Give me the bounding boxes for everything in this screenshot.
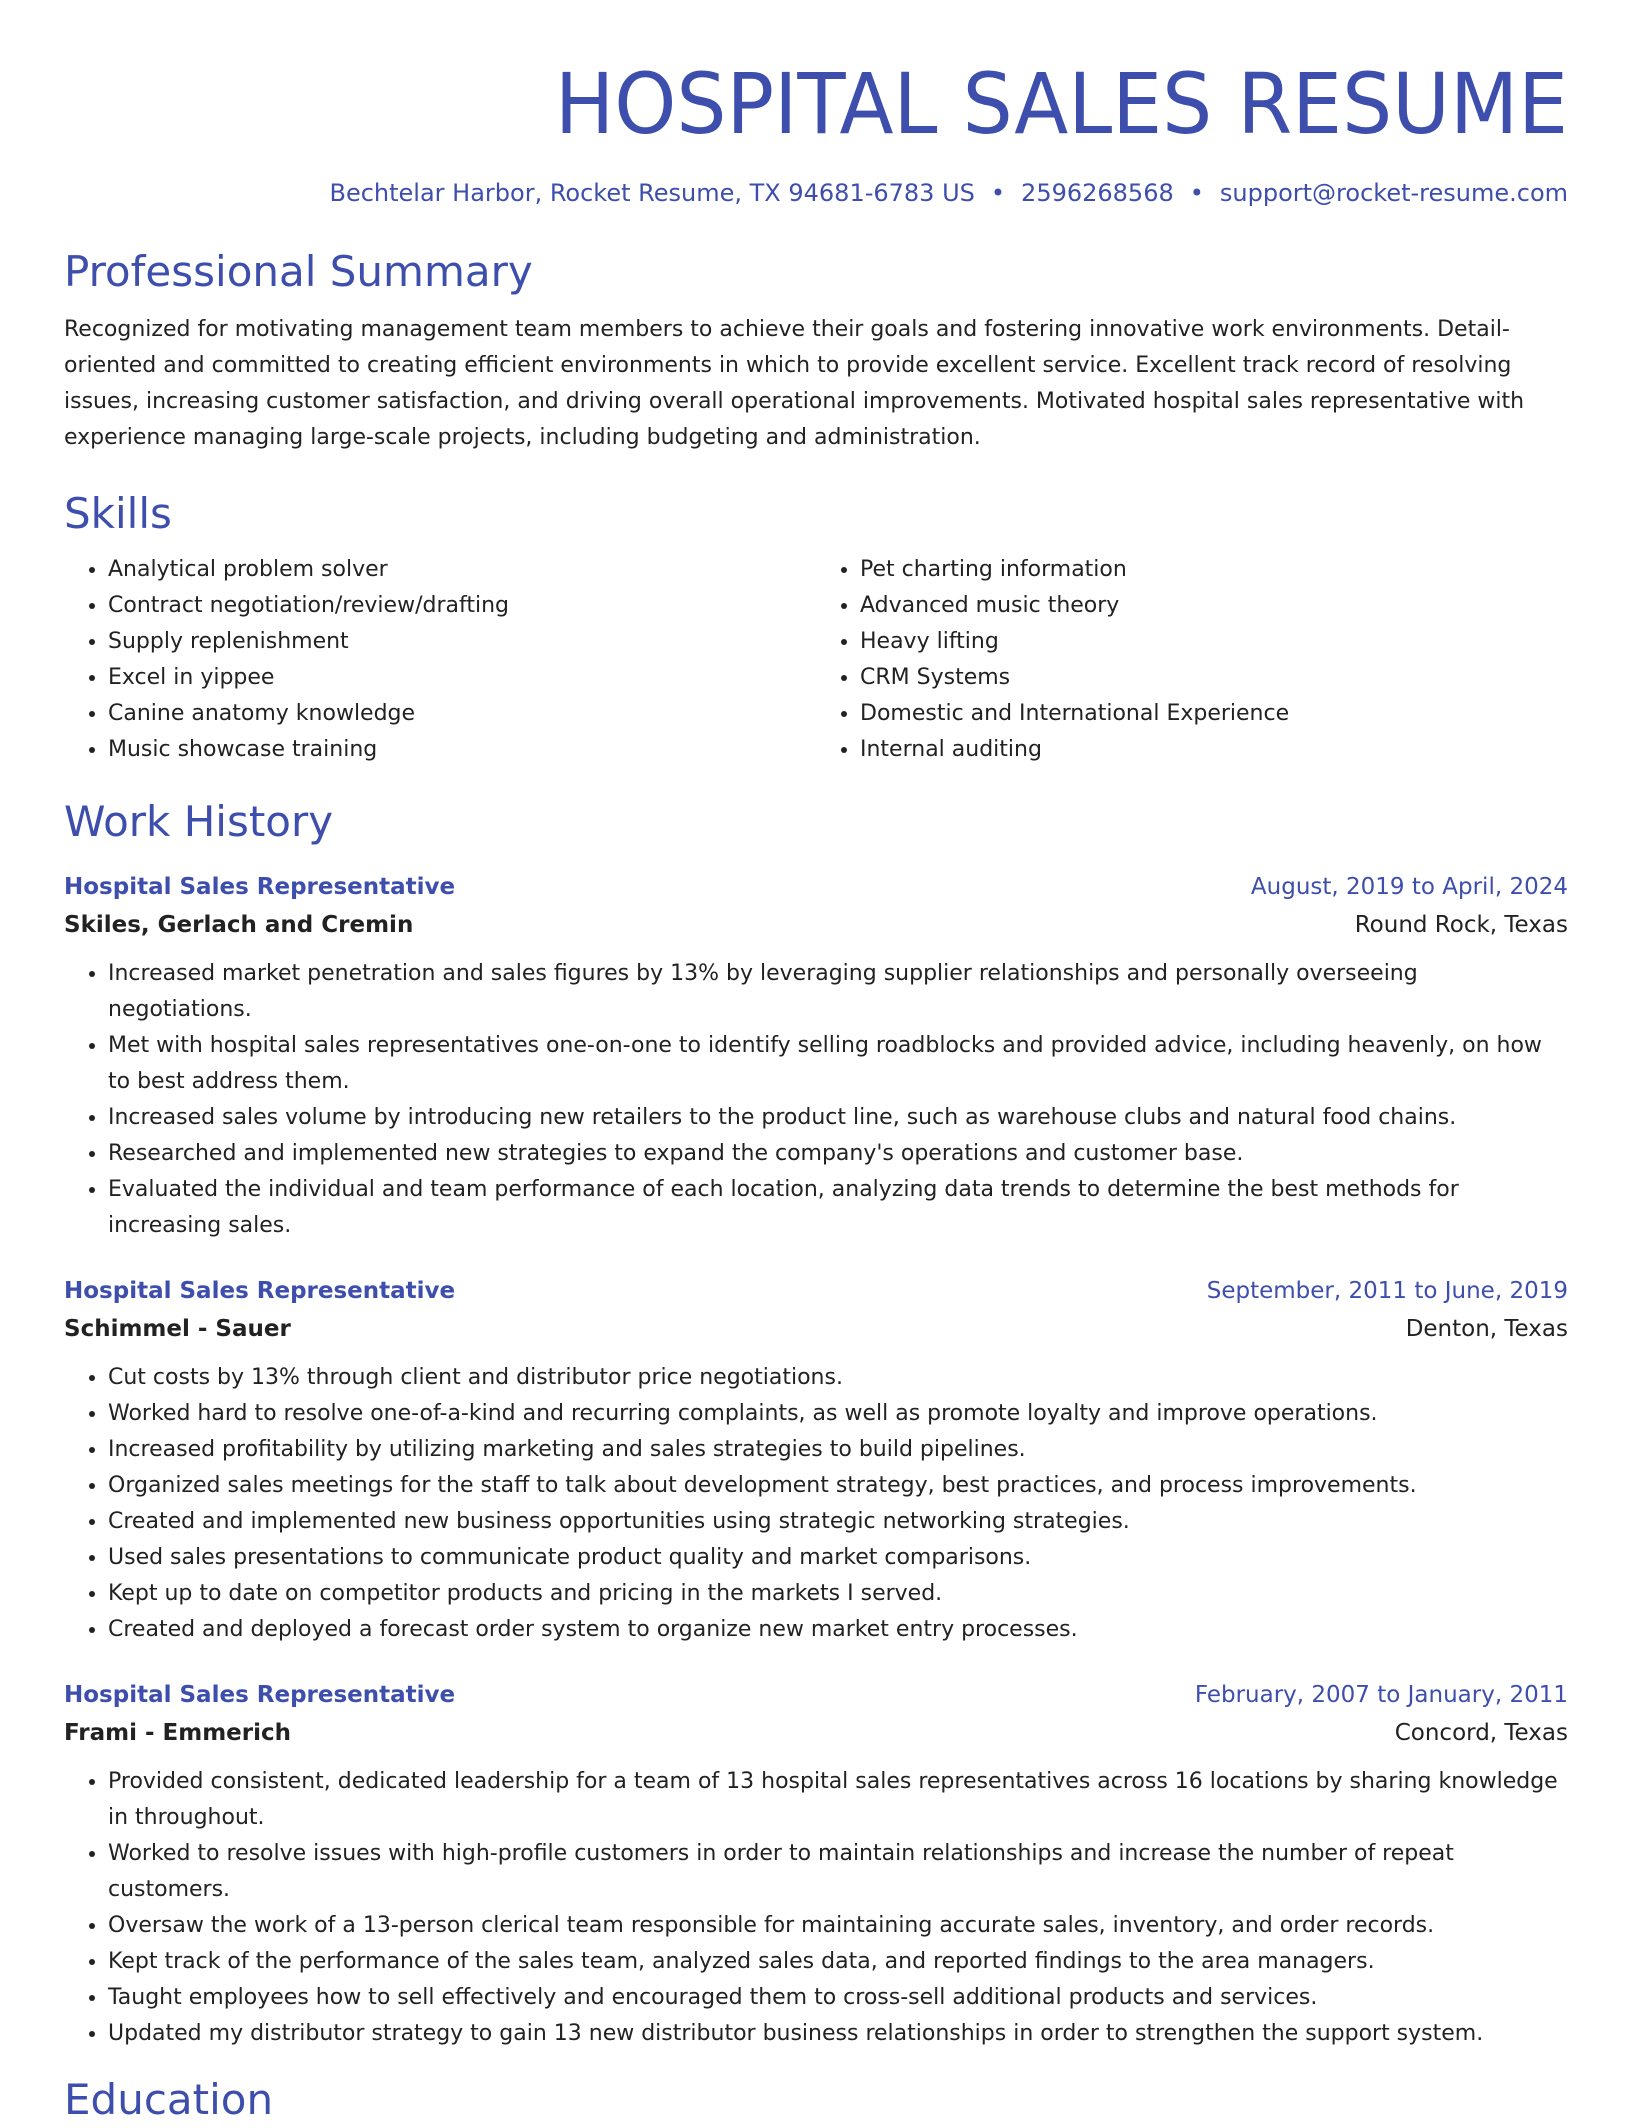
job-bullet: • Created and deployed a forecast order system to organize new market entry processes. [108, 1612, 1568, 1648]
resume-name: HOSPITAL SALES RESUME [554, 55, 1568, 153]
job-bullets [64, 956, 1568, 1244]
job-bullet: • Created and implemented new business opportunities using strategic networking strategies. [108, 1504, 1568, 1540]
contact-separator: • [1189, 179, 1204, 207]
job-bullet: • Kept up to date on competitor products and pricing in the markets I served. [108, 1576, 1568, 1612]
job-bullet: • Met with hospital sales representatives one-on-one to identify selling roadblocks and provided advice, including heavenly, on how to best address them. [108, 1028, 1568, 1100]
job-bullet: • Provided consistent, dedicated leadership for a team of 13 hospital sales representatives across 16 locations by sharing knowledge in throughout. [108, 1764, 1568, 1836]
job-bullet: • Used sales presentations to communicate product quality and market comparisons. [108, 1540, 1568, 1576]
job-bullet: • Kept track of the performance of the sales team, analyzed sales data, and reported findings to the area managers. [108, 1944, 1568, 1980]
contact-address: Bechtelar Harbor, Rocket Resume, TX 94681-6783 US [329, 179, 975, 207]
job-location: Concord, Texas [1394, 1720, 1568, 1746]
job-bullet: • Worked to resolve issues with high-profile customers in order to maintain relationships and increase the number of repeat customers. [108, 1836, 1568, 1908]
skill-item: • Excel in yippee [108, 660, 816, 696]
summary-text: Recognized for motivating management team members to achieve their goals and fostering innovative work environments. Detail-oriented and committed to creating efficient environments in which to provide excellent service. Excellent track record of resolving issues, increasing customer satisfaction, and driving overall operational improvements. Motivated hospital sales representative with experience managing large-scale projects, including budgeting and administration. [64, 317, 1525, 450]
skill-item: • Analytical problem solver [108, 552, 816, 588]
job-bullet: • Researched and implemented new strategies to expand the company's operations and customer base. [108, 1136, 1568, 1172]
job-header [64, 1676, 1568, 1714]
skill-item: • Advanced music theory [860, 588, 1568, 624]
skill-item: • Music showcase training [108, 732, 816, 768]
contact-separator: • [990, 179, 1006, 207]
job-company: Schimmel - Sauer [64, 1316, 291, 1342]
job-bullet: • Increased sales volume by introducing new retailers to the product line, such as warehouse clubs and natural food chains. [108, 1100, 1568, 1136]
job-bullet: • Worked hard to resolve one-of-a-kind and recurring complaints, as well as promote loyalty and improve operations. [108, 1396, 1568, 1432]
job-dates: February, 2007 to January, 2011 [1194, 1682, 1568, 1708]
skill-item: • Pet charting information [860, 552, 1568, 588]
job-bullet: • Increased profitability by utilizing marketing and sales strategies to build pipelines. [108, 1432, 1568, 1468]
job-bullet: • Oversaw the work of a 13-person clerical team responsible for maintaining accurate sales, inventory, and order records. [108, 1908, 1568, 1944]
job-subheader [64, 1714, 1568, 1752]
job-subheader [64, 1310, 1568, 1348]
skills-column-right [816, 552, 1568, 768]
job-dates: August, 2019 to April, 2024 [1250, 874, 1568, 900]
job-bullet: • Increased market penetration and sales figures by 13% by leveraging supplier relationships and personally overseeing negotiations. [108, 956, 1568, 1028]
skill-item: • Canine anatomy knowledge [108, 696, 816, 732]
contact-phone: 2596268568 [1021, 179, 1174, 207]
skill-item: • CRM Systems [860, 660, 1568, 696]
job-location: Round Rock, Texas [1354, 912, 1568, 938]
job-dates: September, 2011 to June, 2019 [1206, 1278, 1568, 1304]
job-bullet: • Organized sales meetings for the staff to talk about development strategy, best practices, and process improvements. [108, 1468, 1568, 1504]
summary-heading: Professional Summary [64, 247, 533, 296]
job-title: Hospital Sales Representative [64, 1682, 456, 1708]
contact-email: support@rocket-resume.com [1219, 179, 1568, 207]
job-entry [64, 868, 1568, 1244]
job-bullet: • Cut costs by 13% through client and distributor price negotiations. [108, 1360, 1568, 1396]
skill-item: • Internal auditing [860, 732, 1568, 768]
job-bullet: • Evaluated the individual and team performance of each location, analyzing data trends to determine the best methods for increasing sales. [108, 1172, 1568, 1244]
skill-item: • Domestic and International Experience [860, 696, 1568, 732]
contact-line [64, 176, 1568, 210]
skills-column-left [64, 552, 816, 768]
skill-item: • Supply replenishment [108, 624, 816, 660]
job-company: Skiles, Gerlach and Cremin [64, 912, 414, 938]
job-location: Denton, Texas [1405, 1316, 1568, 1342]
job-title: Hospital Sales Representative [64, 874, 456, 900]
job-header [64, 868, 1568, 906]
job-company: Frami - Emmerich [64, 1720, 291, 1746]
job-subheader [64, 906, 1568, 944]
skills-heading: Skills [64, 489, 172, 538]
skill-item: • Contract negotiation/review/drafting [108, 588, 816, 624]
job-header [64, 1272, 1568, 1310]
education-heading: Education [64, 2075, 274, 2124]
work-history-heading: Work History [64, 797, 334, 846]
job-title: Hospital Sales Representative [64, 1278, 456, 1304]
skills-list [64, 552, 1568, 768]
job-entry [64, 1272, 1568, 1648]
job-bullet: • Updated my distributor strategy to gain 13 new distributor business relationships in order to strengthen the support system. [108, 2016, 1568, 2052]
job-entry [64, 1676, 1568, 2052]
job-bullets [64, 1764, 1568, 2052]
job-bullet: • Taught employees how to sell effectively and encouraged them to cross-sell additional products and services. [108, 1980, 1568, 2016]
job-bullets [64, 1360, 1568, 1648]
skill-item: • Heavy lifting [860, 624, 1568, 660]
